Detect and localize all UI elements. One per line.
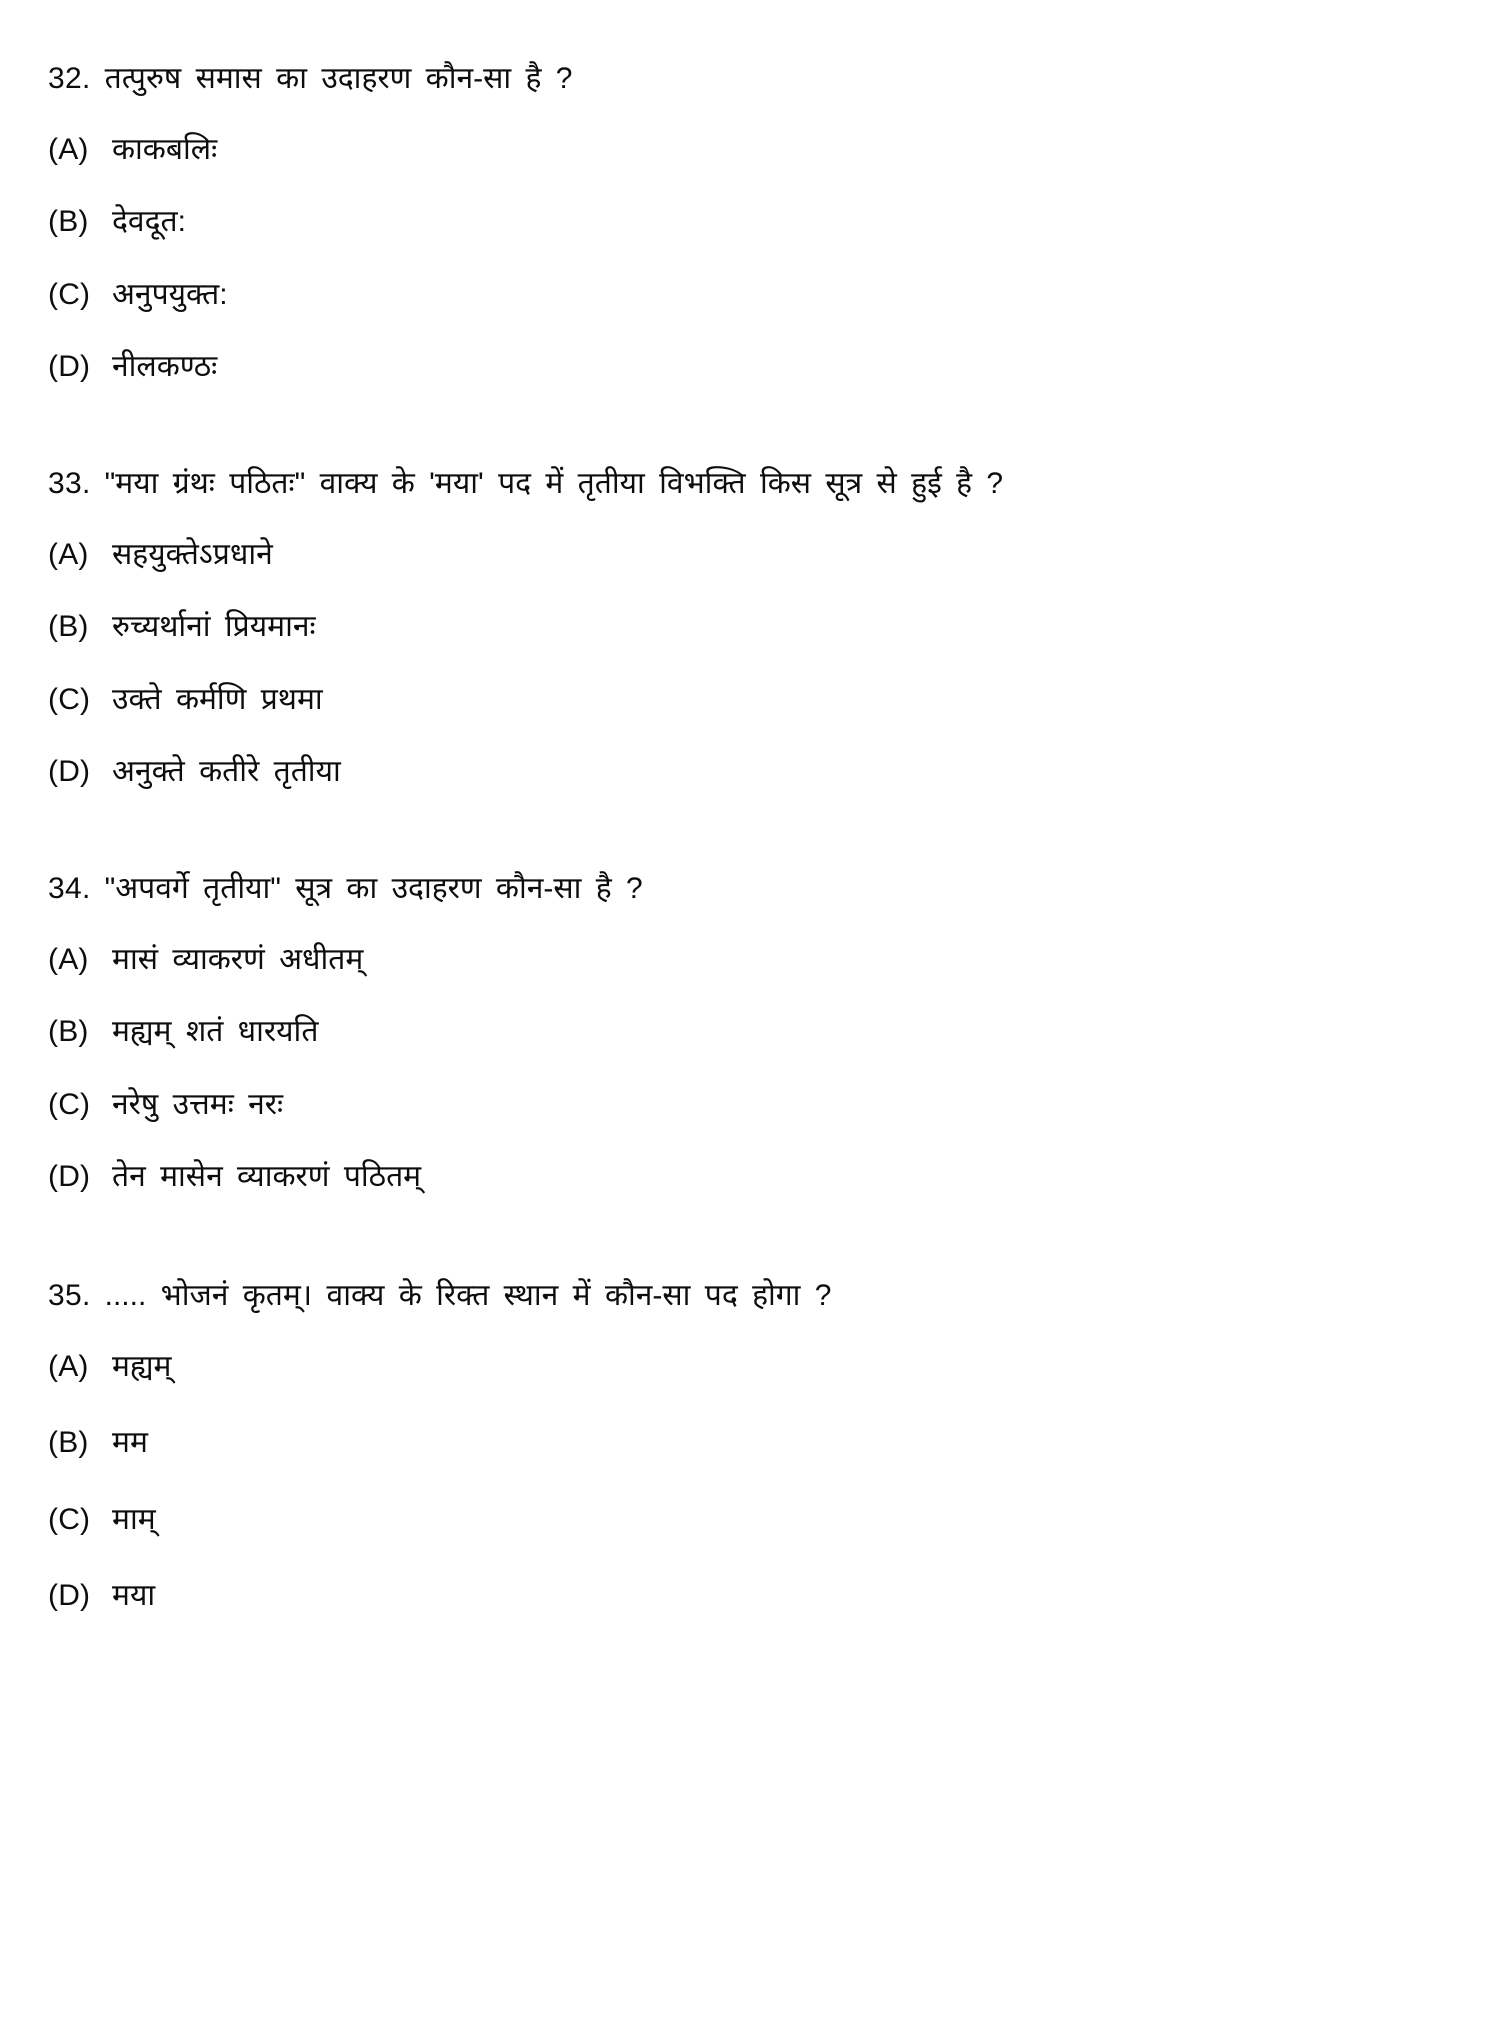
option-row[interactable] xyxy=(48,1346,1445,1389)
option-row[interactable] xyxy=(48,606,1445,649)
option-label: (A) xyxy=(48,1349,89,1383)
option-label: (D) xyxy=(48,755,91,789)
option-label: (D) xyxy=(48,350,91,384)
option-label: (C) xyxy=(48,1087,91,1121)
option-text: माम् xyxy=(112,1502,156,1536)
option-label: (B) xyxy=(48,1426,89,1460)
option-label: (B) xyxy=(48,1015,89,1049)
option-label: (B) xyxy=(48,610,89,644)
option-row[interactable] xyxy=(48,1575,1445,1618)
question-line xyxy=(48,58,1445,101)
option-label: (C) xyxy=(48,1502,91,1536)
option-label: (B) xyxy=(48,205,89,239)
option-text: मम xyxy=(112,1426,148,1460)
option-text: तेन मासेन व्याकरणं पठितम् xyxy=(112,1160,422,1194)
option-row[interactable] xyxy=(48,679,1445,722)
option-text: सहयुक्तेऽप्रधाने xyxy=(112,537,273,571)
option-row[interactable] xyxy=(48,534,1445,577)
option-label: (A) xyxy=(48,942,89,976)
question-block-33 xyxy=(48,463,1445,794)
option-label: (A) xyxy=(48,537,89,571)
question-text: "अपवर्गे तृतीया" सूत्र का उदाहरण कौन-सा है ? xyxy=(104,871,643,905)
option-row[interactable] xyxy=(48,751,1445,794)
option-row[interactable] xyxy=(48,1156,1445,1199)
question-line xyxy=(48,463,1445,506)
option-text: अनुपयुक्त: xyxy=(112,277,228,311)
question-text: ..... भोजनं कृतम्। वाक्य के रिक्त स्थान में कौन-सा पद होगा ? xyxy=(104,1278,832,1312)
option-row[interactable] xyxy=(48,346,1445,389)
question-block-32 xyxy=(48,58,1445,389)
question-number: 35. xyxy=(48,1278,91,1312)
option-text: मया xyxy=(112,1579,156,1613)
option-row[interactable] xyxy=(48,1084,1445,1127)
question-block-34 xyxy=(48,868,1445,1199)
option-text: देवदूत: xyxy=(112,205,186,239)
option-row[interactable] xyxy=(48,1499,1445,1542)
option-row[interactable] xyxy=(48,129,1445,172)
option-text: नरेषु उत्तमः नरः xyxy=(112,1087,284,1121)
option-text: अनुक्ते कतीरे तृतीया xyxy=(112,755,341,789)
option-label: (D) xyxy=(48,1160,91,1194)
option-row[interactable] xyxy=(48,1422,1445,1465)
option-label: (A) xyxy=(48,132,89,166)
option-text: नीलकण्ठः xyxy=(112,350,218,384)
option-text: रुच्यर्थानां प्रियमानः xyxy=(112,610,316,644)
option-label: (C) xyxy=(48,277,91,311)
question-line xyxy=(48,1275,1445,1318)
question-text: तत्पुरुष समास का उदाहरण कौन-सा है ? xyxy=(104,62,573,95)
option-text: काकबलिः xyxy=(112,132,218,166)
option-text: उक्ते कर्मणि प्रथमा xyxy=(112,682,323,716)
question-number: 32. xyxy=(48,62,91,95)
option-row[interactable] xyxy=(48,274,1445,317)
option-row[interactable] xyxy=(48,939,1445,982)
question-number: 34. xyxy=(48,871,91,905)
question-number: 33. xyxy=(48,466,91,500)
question-line xyxy=(48,868,1445,911)
option-text: मासं व्याकरणं अधीतम् xyxy=(112,942,364,976)
option-text: मह्यम् xyxy=(112,1349,172,1383)
question-block-35 xyxy=(48,1275,1445,1618)
option-label: (C) xyxy=(48,682,91,716)
option-label: (D) xyxy=(48,1579,91,1613)
option-row[interactable] xyxy=(48,1011,1445,1054)
option-text: मह्यम् शतं धारयति xyxy=(112,1015,319,1049)
question-text: "मया ग्रंथः पठितः" वाक्य के 'मया' पद में तृतीया विभक्ति किस सूत्र से हुई है ? xyxy=(104,466,1004,500)
option-row[interactable] xyxy=(48,201,1445,244)
